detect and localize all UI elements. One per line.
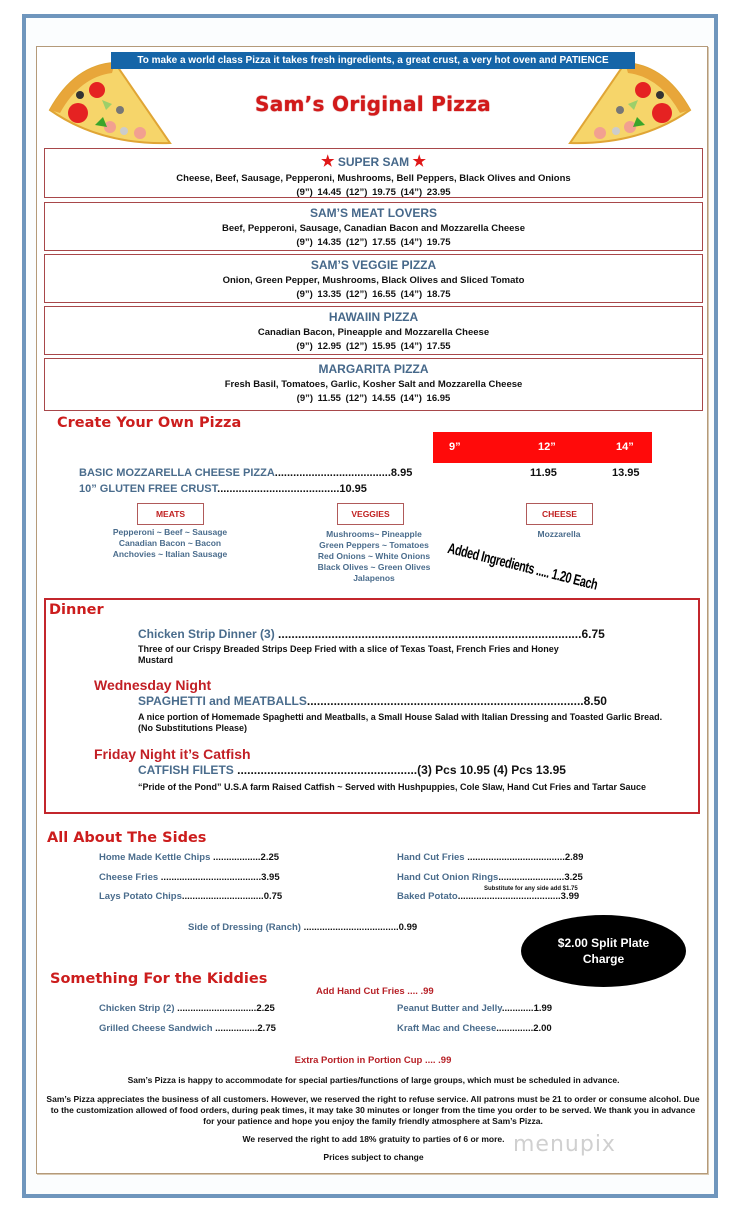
price-14: 13.95 [612,467,640,479]
pizza-prices: (9”) 12.95 (12”) 15.95 (14”) 17.55 [296,341,451,352]
pizza-name: SUPER SAM [337,155,410,169]
policy-note: Sam’s Pizza appreciates the business of all customers. However, we reserved the right to refuse service. All patrons must be 21 to order or consume alcohol. Due to the customization allowed of food orders, during peak times, it may take 30 minutes or longer from the time you order to be served. We thank you in advance for your patience and hope you enjoy the family friendly atmosphere at Sam’s Pizza. [46,1094,700,1126]
side-dressing-row: Side of Dressing (Ranch) ....................................0.99 [188,922,418,933]
specialty-pizza-card [44,306,703,355]
specialty-pizza-card [44,254,703,303]
create-your-own-heading: Create Your Own Pizza [57,415,242,431]
meats-list: Pepperoni ~ Beef ~ Sausage Canadian Bacon ~ Bacon Anchovies ~ Italian Sausage [112,527,228,559]
tagline-banner: To make a world class Pizza it takes fresh ingredients, a great crust, a very hot oven and PATIENCE [111,52,635,69]
friday-night-heading: Friday Night it’s Catfish [94,746,251,762]
side-item: Hand Cut Onion Rings.........................3.25 [397,872,583,883]
side-item: Home Made Kettle Chips ..................2.25 [99,852,280,863]
pizza-description: Cheese, Beef, Sausage, Pepperoni, Mushrooms, Bell Peppers, Black Olives and Onions [176,173,571,184]
split-plate-charge-badge: $2.00 Split Plate Charge [521,915,686,987]
added-ingredients-note: Added Ingredients ..... 1.20 Each [445,540,600,594]
pizza-prices: (9”) 14.45 (12”) 19.75 (14”) 23.95 [296,187,451,198]
kids-item: Kraft Mac and Cheese..............2.00 [397,1023,552,1034]
veggies-list: Mushrooms~ Pineapple Green Peppers ~ Tomatoes Red Onions ~ White Onions Black Olives ~ Green Olives Jalapenos [317,529,431,583]
catfish-row: CATFISH FILETS ......................................................(3) Pcs 10.95 (4) Pcs 13.95 [138,763,566,777]
pizza-name: HAWAIIN PIZZA [328,310,419,324]
kids-item: Chicken Strip (2) ..............................2.25 [99,1003,275,1014]
substitute-note: Substitute for any side add $1.75 [484,886,578,892]
side-item: Hand Cut Fries .....................................2.89 [397,852,584,863]
side-item: Baked Potato.......................................3.99 [397,891,580,902]
spaghetti-row: SPAGHETTI and MEATBALLS...................................................................................8.50 [138,694,607,708]
kids-heading: Something For the Kiddies [50,971,268,987]
specialty-pizza-card [44,358,703,411]
basic-cheese-pizza-row: BASIC MOZZARELLA CHEESE PIZZA......................................8.95 [79,467,413,479]
price-12: 11.95 [530,467,557,479]
pizza-description: Fresh Basil, Tomatoes, Garlic, Kosher Salt and Mozzarella Cheese [224,379,523,390]
restaurant-title: Sam’s Original Pizza [255,92,491,116]
extra-portion-note: Extra Portion in Portion Cup .... .99 [294,1055,452,1066]
wednesday-night-heading: Wednesday Night [94,677,212,693]
prices-subject-note: Prices subject to change [323,1152,424,1162]
meats-label-box: MEATS [137,503,204,525]
pizza-name: SAM’S MEAT LOVERS [309,206,438,220]
cheese-label-box: CHEESE [526,503,593,525]
pizza-name: MARGARITA PIZZA [318,362,429,376]
gluten-free-crust-row: 10” GLUTEN FREE CRUST........................................10.95 [79,483,367,495]
add-hand-cut-fries-note: Add Hand Cut Fries .... .99 [316,986,434,997]
price-9: 8.95 [390,467,413,479]
side-item: Cheese Fries ......................................3.95 [99,872,280,883]
chicken-strip-dinner-row: Chicken Strip Dinner (3) ...........................................................................................6.75 [138,627,605,641]
cheese-list: Mozzarella [537,529,581,539]
size-14-label: 14” [616,441,634,453]
pizza-name: SAM’S VEGGIE PIZZA [310,258,437,272]
side-item: Lays Potato Chips...............................0.75 [99,891,283,902]
star-icon: ★ [321,153,335,170]
veggies-label-box: VEGGIES [337,503,404,525]
size-9-label: 9” [449,441,461,453]
specialty-pizza-card [44,202,703,251]
pizza-prices: (9”) 14.35 (12”) 17.55 (14”) 19.75 [296,237,451,248]
pizza-prices: (9”) 13.35 (12”) 16.55 (14”) 18.75 [296,289,451,300]
dinner-heading: Dinner [49,602,104,618]
catfish-description: “Pride of the Pond” U.S.A farm Raised Catfish ~ Served with Hushpuppies, Cole Slaw, Hand Cut Fries and Tartar Sauce [138,782,647,792]
size-12-label: 12” [538,441,556,453]
spaghetti-description: A nice portion of Homemade Spaghetti and Meatballs, a Small House Salad with Italian Dressing and Toasted Garlic Bread. (No Substitutions Please) [138,712,663,733]
kids-item: Grilled Cheese Sandwich ................2.75 [99,1023,276,1034]
gratuity-note: We reserved the right to add 18% gratuity to parties of 6 or more. [242,1134,505,1144]
kids-item: Peanut Butter and Jelly............1.99 [397,1003,553,1014]
pizza-description: Beef, Pepperoni, Sausage, Canadian Bacon and Mozzarella Cheese [221,223,526,234]
parties-note: Sam’s Pizza is happy to accommodate for special parties/functions of large groups, which must be scheduled in advance. [127,1075,620,1085]
watermark: menupix [513,1132,616,1157]
pizza-prices: (9”) 11.55 (12”) 14.55 (14”) 16.95 [296,393,451,404]
pizza-description: Onion, Green Pepper, Mushrooms, Black Olives and Sliced Tomato [222,275,525,286]
star-icon: ★ [412,153,426,170]
sides-heading: All About The Sides [47,830,207,846]
size-header-bar [433,432,652,463]
pizza-description: Canadian Bacon, Pineapple and Mozzarella Cheese [257,327,490,338]
chicken-strip-description: Three of our Crispy Breaded Strips Deep Fried with a slice of Texas Toast, French Fries and Honey Mustard [138,644,559,665]
specialty-pizza-card [44,148,703,198]
